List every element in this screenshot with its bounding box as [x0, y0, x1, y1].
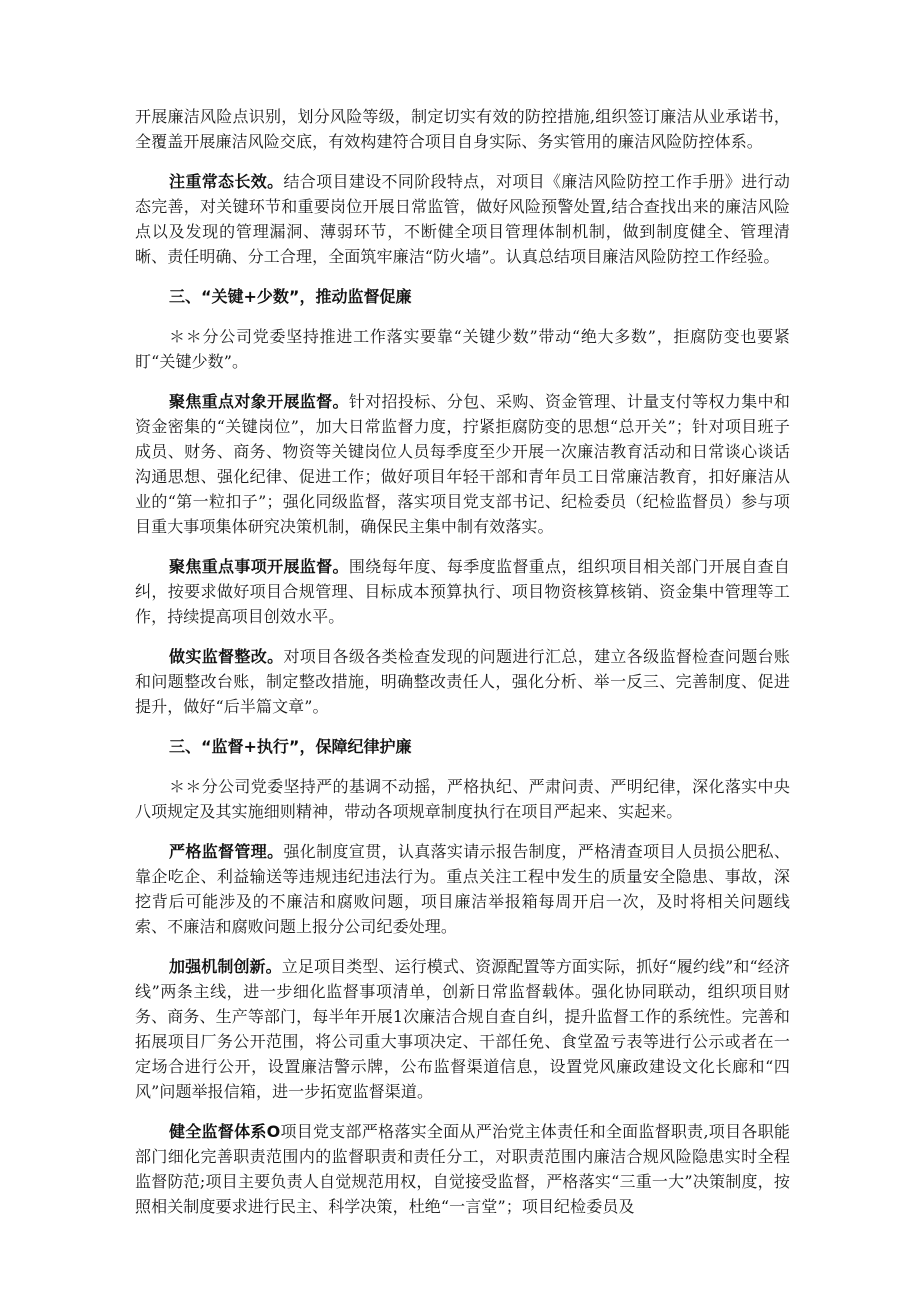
paragraph-lead: 聚焦重点事项开展监督。	[169, 557, 349, 576]
paragraph-text: 针对招投标、分包、采购、资金管理、计量支付等权力集中和资金密集的“关键岗位”，加大日常监督力度，拧紧拒腐防变的思想“总开关”；针对项目班子成员、财务、商务、物资等关键岗位人员每季度至少开展一次廉洁教育活动和日常谈心谈话沟通思想、强化纪律、促进工作；做好项目年轻干部和青年员工日常廉洁教育，扣好廉洁从业的“第一粒扣子”；强化同级监督，落实项目党支部书记、纪检委员（纪检监督员）参与项目重大事项集体研究决策机制，确保民主集中制有效落实。	[135, 392, 791, 536]
paragraph-text: 强化制度宣贯，认真落实请示报告制度，严格清查项目人员损公肥私、靠企吃企、利益输送等违规违纪违法行为。重点关注工程中发生的质量安全隐患、事故，深挖背后可能涉及的不廉洁和腐败问题，项目廉洁举报箱每周开启一次，及时将相关问题线索、不廉洁和腐败问题上报分公司纪委处理。	[135, 842, 791, 936]
section-heading: 三、“关键+少数”，推动监督促廉	[169, 287, 412, 306]
body-paragraph	[135, 954, 790, 1104]
paragraph-text: 对项目各级各类检查发现的问题进行汇总，建立各级监督检查问题台账和问题整改台账，制定整改措施，明确整改责任人，强化分析、举一反三、完善制度、促进提升，做好“后半篇文章”。	[135, 647, 791, 716]
body-paragraph	[135, 1119, 790, 1219]
paragraph-text: 开展廉洁风险点识别，划分风险等级，制定切实有效的防控措施,组织签订廉洁从业承诺书，全覆盖开展廉洁风险交底，有效构建符合项目自身实际、务实管用的廉洁风险防控体系。	[135, 107, 790, 151]
paragraph-lead: 聚焦重点对象开展监督。	[169, 392, 349, 411]
paragraph-lead: 做实监督整改。	[169, 647, 284, 666]
paragraph-text: 结合项目建设不同阶段特点，对项目《廉洁风险防控工作手册》进行动态完善，对关键环节和重要岗位开展日常监管，做好风险预警处置,结合查找出来的廉洁风险点以及发现的管理漏洞、薄弱环节，不断健全项目管理体制机制，做到制度健全、管理清晰、责任明确、分工合理，全面筑牢廉洁“防火墙”。认真总结项目廉洁风险防控工作经验。	[135, 172, 791, 266]
paragraph-text: 项目党支部严格落实全面从严治党主体责任和全面监督职责,项目各职能部门细化完善职责范围内的监督职责和责任分工，对职责范围内廉洁合规风险隐患实时全程监督防范;项目主要负责人自觉规范用权，自觉接受监督，严格落实“三重一大”决策制度，按照相关制度要求进行民主、科学决策，杜绝“一言堂”；项目纪检委员及	[135, 1122, 790, 1216]
body-paragraph	[135, 774, 790, 824]
paragraph-text: 立足项目类型、运行模式、资源配置等方面实际，抓好“履约线”和“经济线”两条主线，进一步细化监督事项清单，创新日常监督载体。强化协同联动，组织项目财务、商务、生产等部门，每半年开展1次廉洁合规自查自纠，提升监督工作的系统性。完善和拓展项目厂务公开范围，将公司重大事项决定、干部任免、食堂盈亏表等进行公示或者在一定场合进行公开，设置廉洁警示牌，公布监督渠道信息，设置党风廉政建设文化长廊和“四风”问题举报信箱，进一步拓宽监督渠道。	[135, 957, 791, 1101]
body-paragraph	[135, 554, 790, 629]
paragraph-lead: 严格监督管理。	[169, 842, 284, 861]
paragraph-lead: 注重常态长效。	[169, 172, 284, 191]
paragraph-lead: 加强机制创新。	[169, 957, 282, 976]
body-paragraph	[135, 644, 790, 719]
paragraph-text: ＊＊分公司党委坚持严的基调不动摇，严格执纪、严肃问责、严明纪律，深化落实中央八项规定及其实施细则精神，带动各项规章制度执行在项目严起来、实起来。	[135, 777, 790, 821]
body-paragraph	[135, 169, 790, 269]
body-paragraph	[135, 389, 790, 539]
body-paragraph	[135, 104, 790, 154]
paragraph-lead: 健全监督体系O	[169, 1122, 281, 1141]
body-paragraph	[135, 324, 790, 374]
paragraph-text: 围绕每年度、每季度监督重点，组织项目相关部门开展自查自纠，按要求做好项目合规管理、目标成本预算执行、项目物资核算核销、资金集中管理等工作，持续提高项目创效水平。	[135, 557, 791, 626]
section-heading: 三、“监督+执行”，保障纪律护廉	[169, 737, 412, 756]
body-paragraph	[135, 839, 790, 939]
paragraph-text: ＊＊分公司党委坚持推进工作落实要靠“关键少数”带动“绝大多数”，拒腐防变也要紧盯“关键少数”。	[135, 327, 790, 371]
